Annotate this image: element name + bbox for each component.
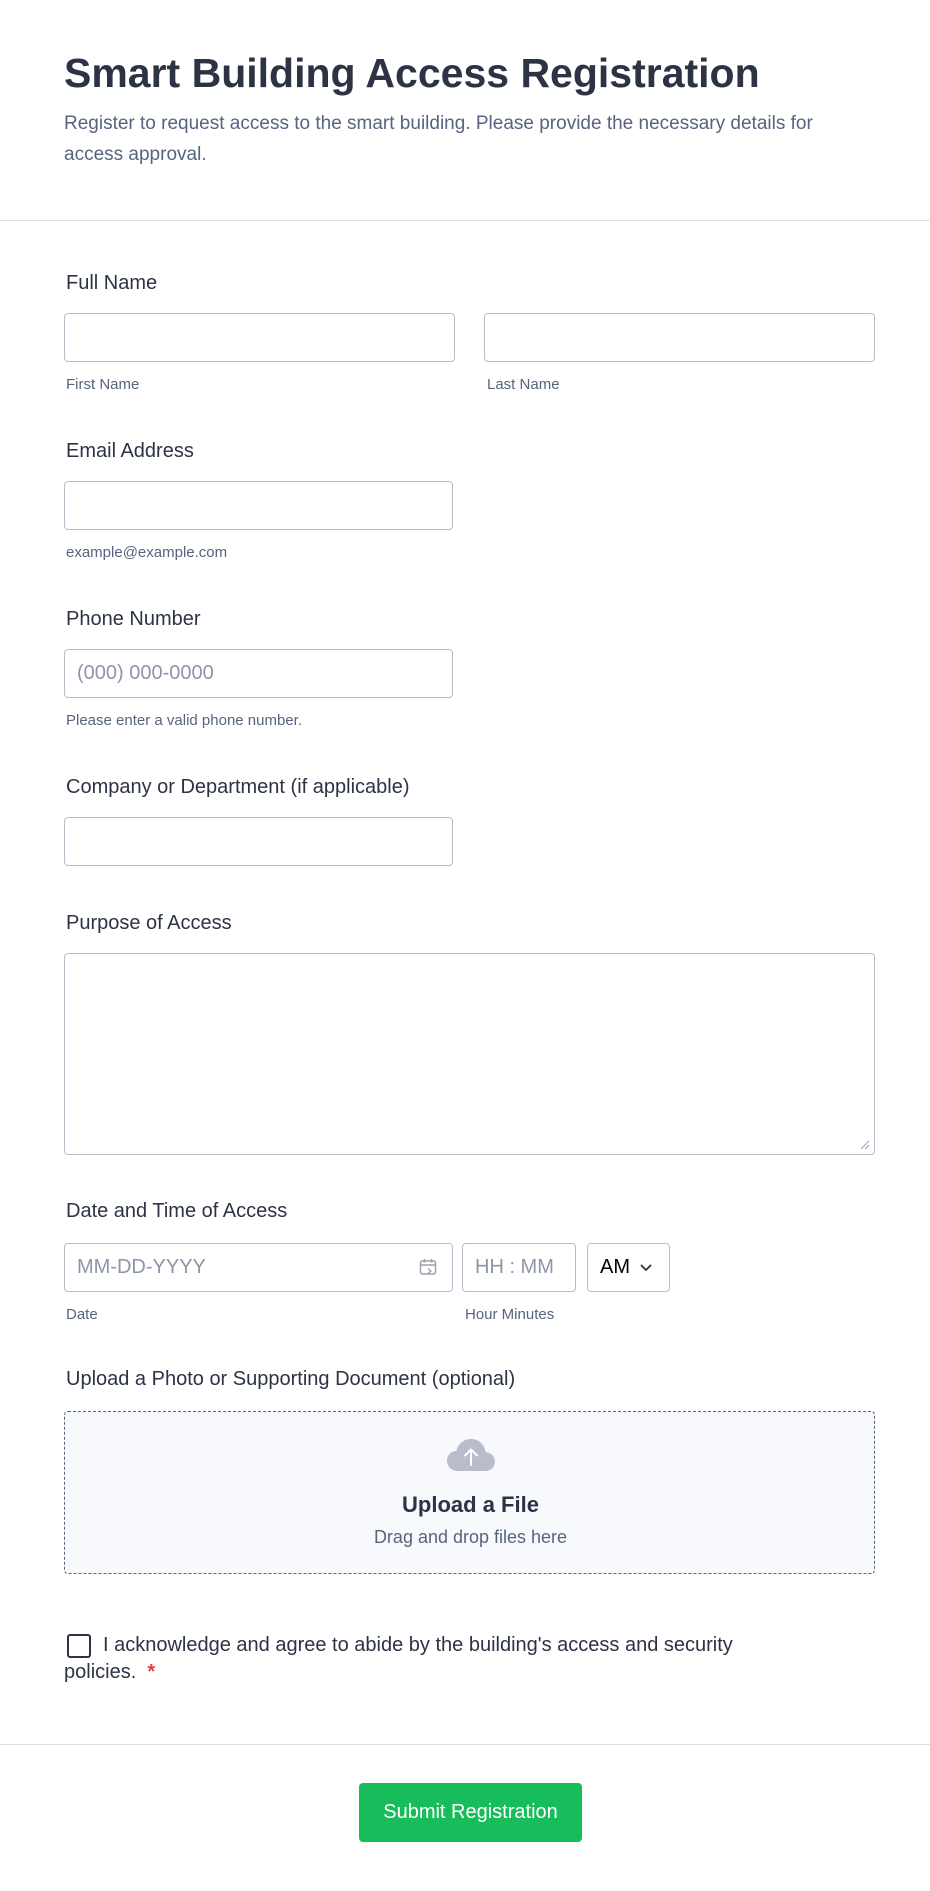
submit-button[interactable]: Submit Registration: [359, 1783, 582, 1842]
chevron-down-icon: [640, 1264, 652, 1272]
upload-dropzone[interactable]: [64, 1411, 875, 1574]
company-input[interactable]: [64, 817, 453, 866]
full-name-label: Full Name: [66, 272, 158, 294]
page-title: Smart Building Access Registration: [64, 50, 760, 96]
first-name-input[interactable]: [64, 313, 455, 362]
ampm-value: AM: [600, 1256, 630, 1278]
upload-subtitle: Drag and drop files here: [373, 1527, 568, 1547]
purpose-textarea[interactable]: [64, 953, 875, 1155]
company-label: Company or Department (if applicable): [66, 776, 410, 798]
date-input[interactable]: [64, 1243, 453, 1292]
agreement-label: [64, 1632, 824, 1686]
purpose-label: Purpose of Access: [66, 912, 232, 934]
cloud-upload-icon: [446, 1438, 496, 1472]
last-name-input[interactable]: [484, 313, 875, 362]
email-input[interactable]: [64, 481, 453, 530]
time-sublabel: Hour Minutes: [465, 1306, 555, 1323]
phone-sublabel: Please enter a valid phone number.: [66, 712, 302, 729]
page-description: Register to request access to the smart building. Please provide the necessary details for access approval.: [64, 113, 813, 165]
datetime-label: Date and Time of Access: [66, 1200, 288, 1222]
footer-divider: [0, 1744, 930, 1745]
phone-input[interactable]: [64, 649, 453, 698]
upload-title: Upload a File: [402, 1492, 539, 1517]
time-input[interactable]: [462, 1243, 576, 1292]
email-label: Email Address: [66, 440, 194, 462]
resize-grip-icon[interactable]: [860, 1140, 870, 1150]
calendar-icon[interactable]: [418, 1257, 438, 1277]
last-name-sublabel: Last Name: [487, 376, 560, 393]
agreement-text: I acknowledge and agree to abide by the building's access and security policies.: [64, 1634, 733, 1683]
ampm-select[interactable]: [587, 1243, 670, 1292]
email-sublabel: example@example.com: [66, 544, 228, 561]
date-sublabel: Date: [66, 1306, 98, 1323]
required-mark: *: [147, 1661, 156, 1683]
header-divider: [0, 220, 930, 221]
upload-label: Upload a Photo or Supporting Document (optional): [66, 1368, 516, 1390]
first-name-sublabel: First Name: [66, 376, 140, 393]
phone-label: Phone Number: [66, 608, 201, 630]
